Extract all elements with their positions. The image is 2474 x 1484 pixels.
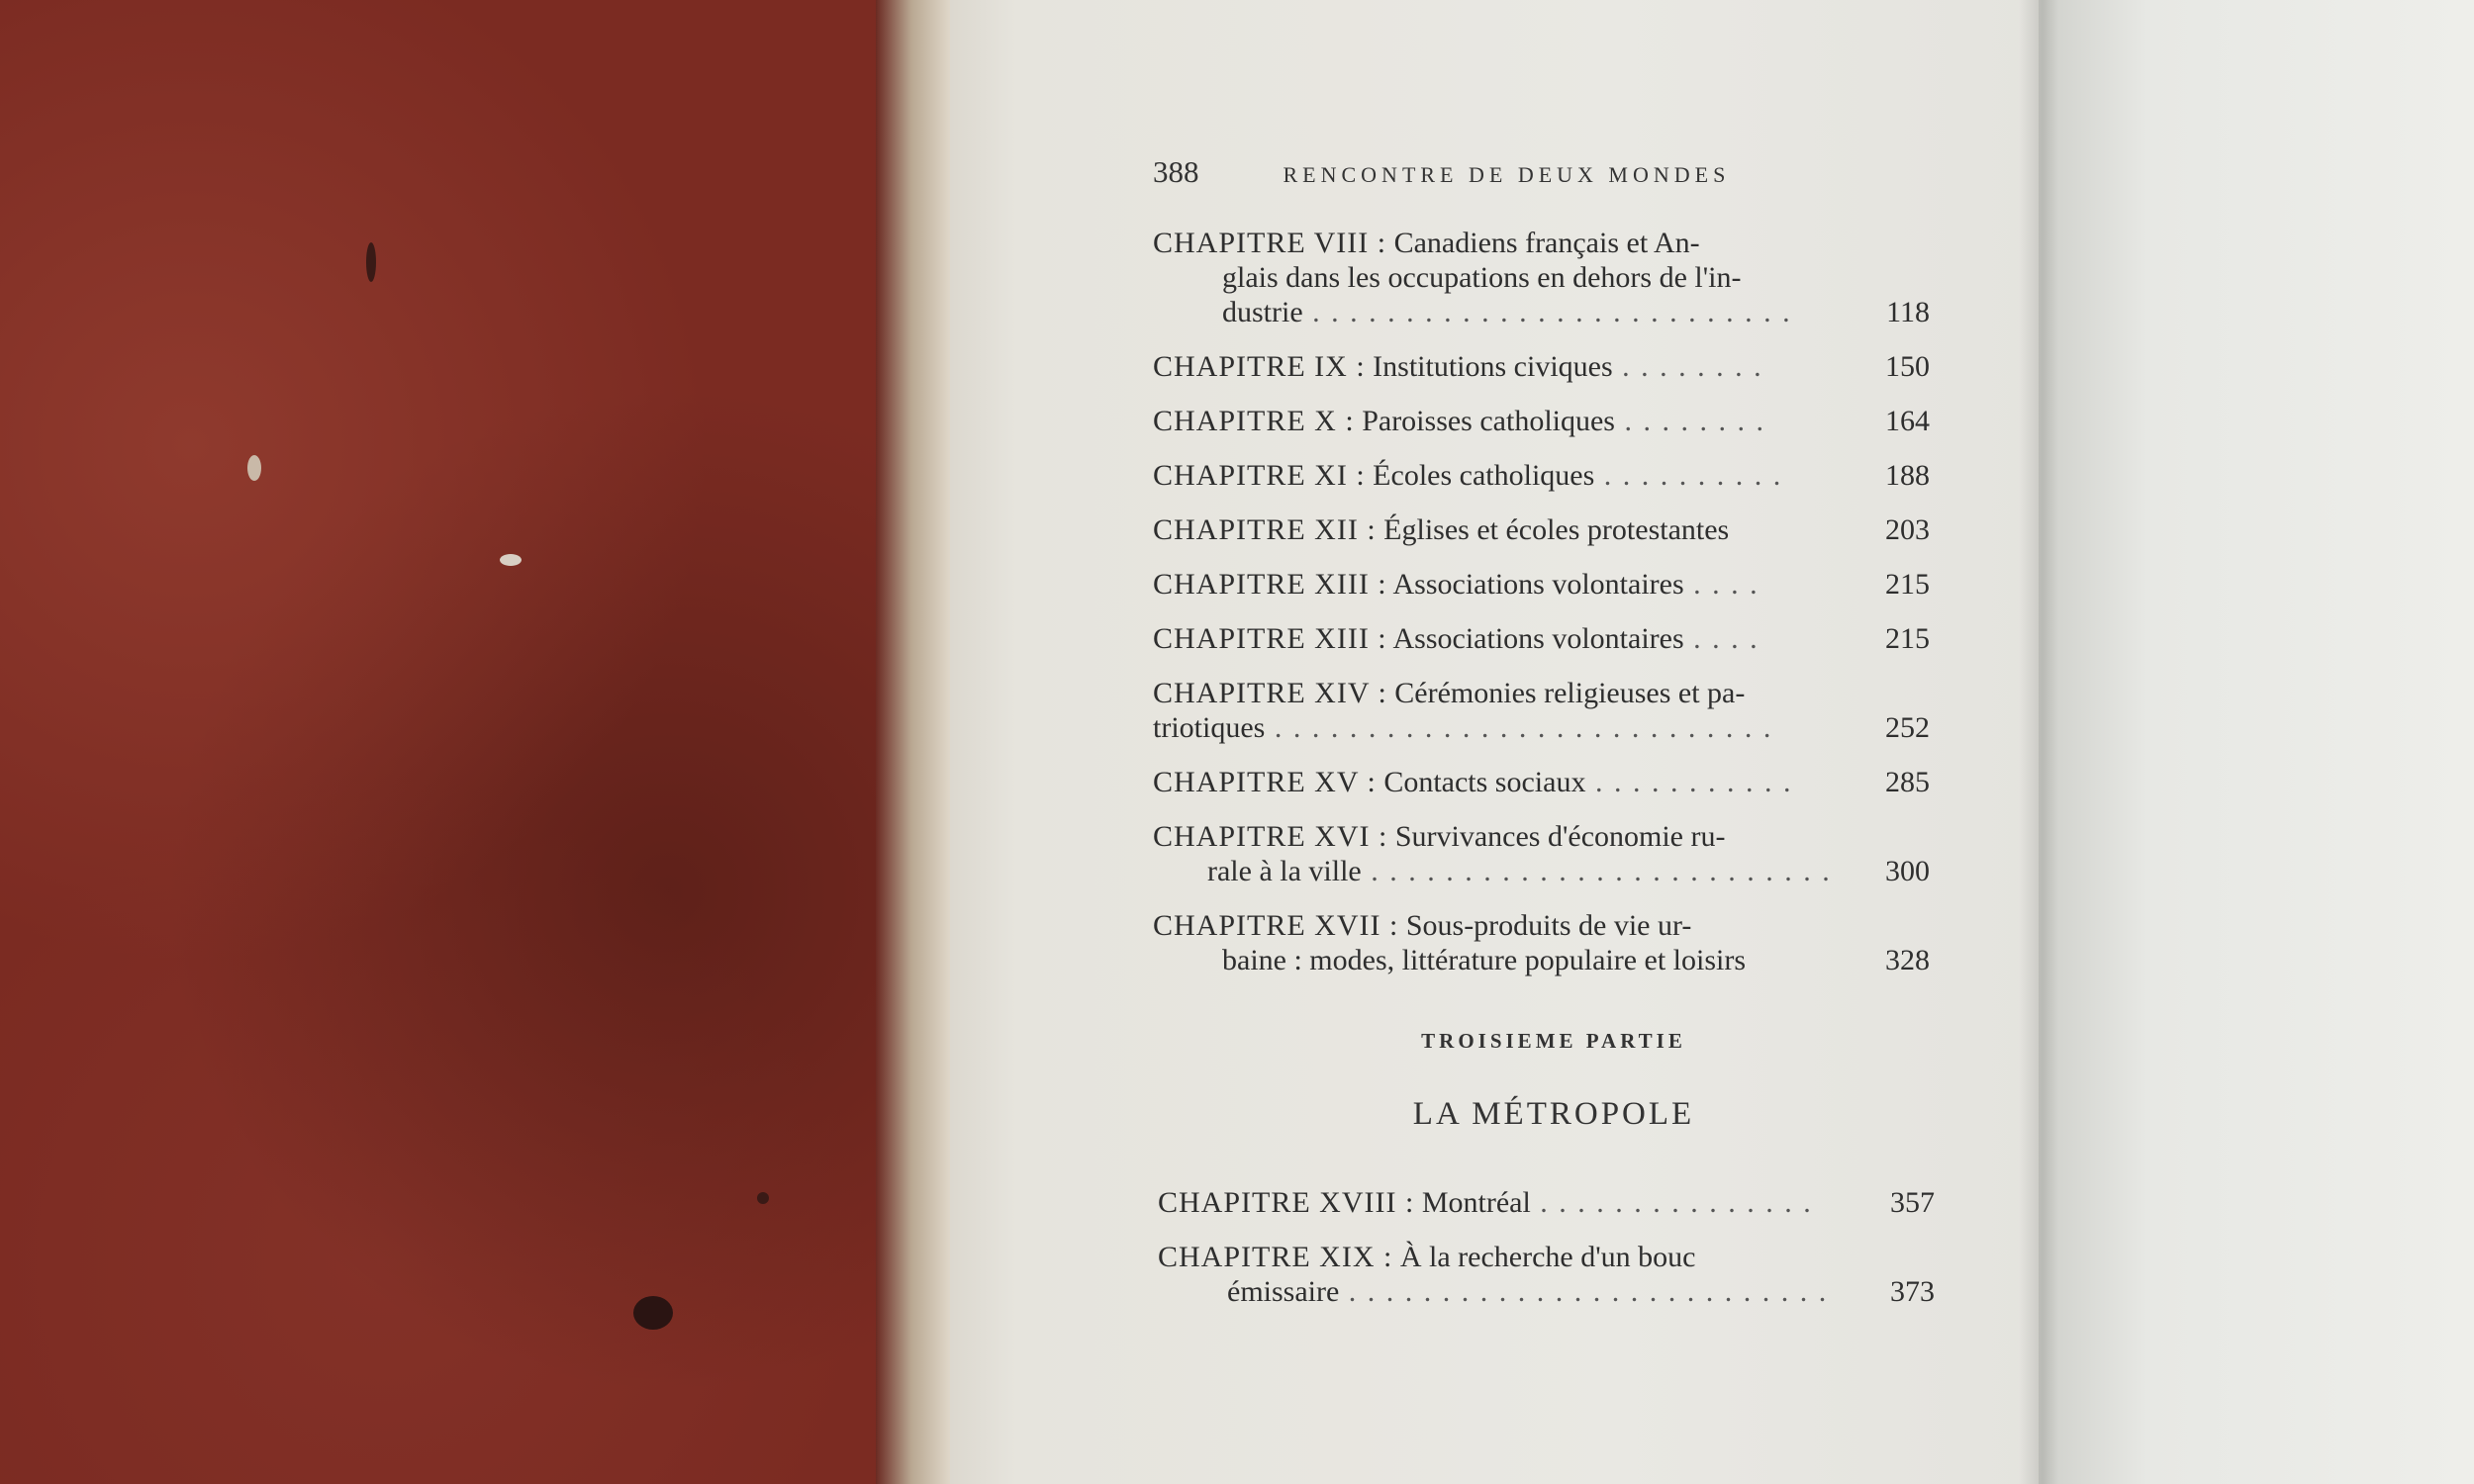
chapter-label: CHAPITRE XIII : <box>1153 622 1387 655</box>
toc-entry <box>1158 1185 1959 1220</box>
chapter-label: CHAPITRE XIX : <box>1158 1241 1393 1273</box>
page-ref: 300 <box>1885 855 1930 887</box>
chapter-title-continued: émissaire <box>1227 1275 1340 1308</box>
table-of-contents <box>1153 226 1945 997</box>
toc-entry <box>1153 765 1945 799</box>
chapter-title: Sous-produits de vie ur- <box>1405 909 1692 942</box>
toc-entry <box>1153 512 1945 547</box>
chapter-title: Survivances d'économie ru- <box>1394 820 1726 853</box>
chapter-label: CHAPITRE IX : <box>1153 350 1366 383</box>
leader-dots: . . . . <box>1683 568 1760 601</box>
chapter-title: Associations volontaires <box>1392 568 1684 601</box>
leader-dots: . . . . . . . . <box>1612 350 1763 383</box>
chapter-label: CHAPITRE XII : <box>1153 513 1377 546</box>
cover-fleck <box>500 554 522 566</box>
chapter-title: Paroisses catholiques <box>1362 405 1615 437</box>
cover-fleck <box>366 242 376 282</box>
page-block-edge <box>876 0 955 1484</box>
leader-dots: . . . . . . . . . . . . . . . . . . . . . . . . . . <box>1302 296 1792 328</box>
page-ref: 328 <box>1885 944 1930 976</box>
table-of-contents-part3 <box>1158 1185 1959 1329</box>
part-label: TROISIEME PARTIE <box>1421 1029 1686 1053</box>
chapter-title: Cérémonies religieuses et pa- <box>1394 677 1746 709</box>
leader-dots: . . . . . . . . . . . . . . . . . . . . . . . . . . . <box>1265 711 1773 744</box>
page-header <box>1153 154 1786 190</box>
chapter-label: CHAPITRE XIV : <box>1153 677 1387 709</box>
chapter-label: CHAPITRE VIII : <box>1153 227 1387 259</box>
chapter-title-continued: triotiques <box>1153 711 1266 744</box>
chapter-title: Contacts sociaux <box>1383 766 1586 798</box>
leader-dots: . . . . . . . . . . . . . . . . . . . . . . . . . . <box>1339 1275 1829 1308</box>
chapter-title: Associations volontaires <box>1392 622 1684 655</box>
toc-entry <box>1153 567 1945 602</box>
chapter-title-continued: dustrie <box>1222 296 1303 328</box>
toc-entry <box>1153 621 1945 656</box>
chapter-title-continued: glais dans les occupations en dehors de l'in- <box>1222 261 1742 294</box>
right-page <box>2039 0 2474 1484</box>
chapter-title: Écoles catholiques <box>1373 459 1595 492</box>
toc-entry <box>1153 349 1945 384</box>
chapter-title: Montréal <box>1421 1186 1531 1219</box>
leader-dots: . . . . . . . . . . . <box>1585 766 1793 798</box>
chapter-title: Canadiens français et An- <box>1393 227 1700 259</box>
page-ref: 150 <box>1885 350 1930 383</box>
cover-fleck <box>633 1296 673 1330</box>
page-ref: 203 <box>1885 513 1930 546</box>
cover-fleck <box>247 455 261 481</box>
chapter-label: CHAPITRE X : <box>1153 405 1355 437</box>
toc-entry <box>1158 1240 1959 1309</box>
leader-dots: . . . . . . . . . . <box>1594 459 1783 492</box>
chapter-label: CHAPITRE XVIII : <box>1158 1186 1415 1219</box>
chapter-label: CHAPITRE XV : <box>1153 766 1377 798</box>
leader-dots: . . . . . . . . . . . . . . . . . . . . . . . . . <box>1361 855 1832 887</box>
leader-dots: . . . . . . . . <box>1614 405 1765 437</box>
chapter-title: Églises et écoles protestantes <box>1383 513 1730 546</box>
page-ref: 118 <box>1886 296 1930 328</box>
running-title: RENCONTRE DE DEUX MONDES <box>1283 162 1731 187</box>
page-ref: 164 <box>1885 405 1930 437</box>
chapter-title: Institutions civiques <box>1373 350 1613 383</box>
toc-entry <box>1153 404 1945 438</box>
chapter-title-continued: rale à la ville <box>1207 855 1362 887</box>
toc-entry <box>1153 819 1945 888</box>
cover-fleck <box>757 1192 769 1204</box>
toc-entry <box>1153 226 1945 329</box>
page-ref: 357 <box>1890 1186 1935 1219</box>
page-ref: 215 <box>1885 622 1930 655</box>
leader-dots: . . . . <box>1683 622 1760 655</box>
chapter-title: À la recherche d'un bouc <box>1399 1241 1696 1273</box>
chapter-label: CHAPITRE XVI : <box>1153 820 1388 853</box>
toc-entry <box>1153 676 1945 745</box>
page-ref: 188 <box>1885 459 1930 492</box>
part-title: LA MÉTROPOLE <box>1412 1096 1695 1132</box>
page-ref: 252 <box>1885 711 1930 744</box>
page-ref: 215 <box>1885 568 1930 601</box>
leader-dots: . . . . . . . . . . . . . . . <box>1530 1186 1813 1219</box>
chapter-label: CHAPITRE XVII : <box>1153 909 1399 942</box>
chapter-label: CHAPITRE XIII : <box>1153 568 1387 601</box>
book-cover <box>0 0 955 1484</box>
page-ref: 285 <box>1885 766 1930 798</box>
toc-entry <box>1153 908 1945 977</box>
toc-entry <box>1153 458 1945 493</box>
chapter-title-continued: baine : modes, littérature populaire et loisirs <box>1222 944 1747 976</box>
page-ref: 373 <box>1890 1275 1935 1308</box>
book-gutter <box>2019 0 2058 1484</box>
chapter-label: CHAPITRE XI : <box>1153 459 1366 492</box>
page-number: 388 <box>1153 154 1199 189</box>
